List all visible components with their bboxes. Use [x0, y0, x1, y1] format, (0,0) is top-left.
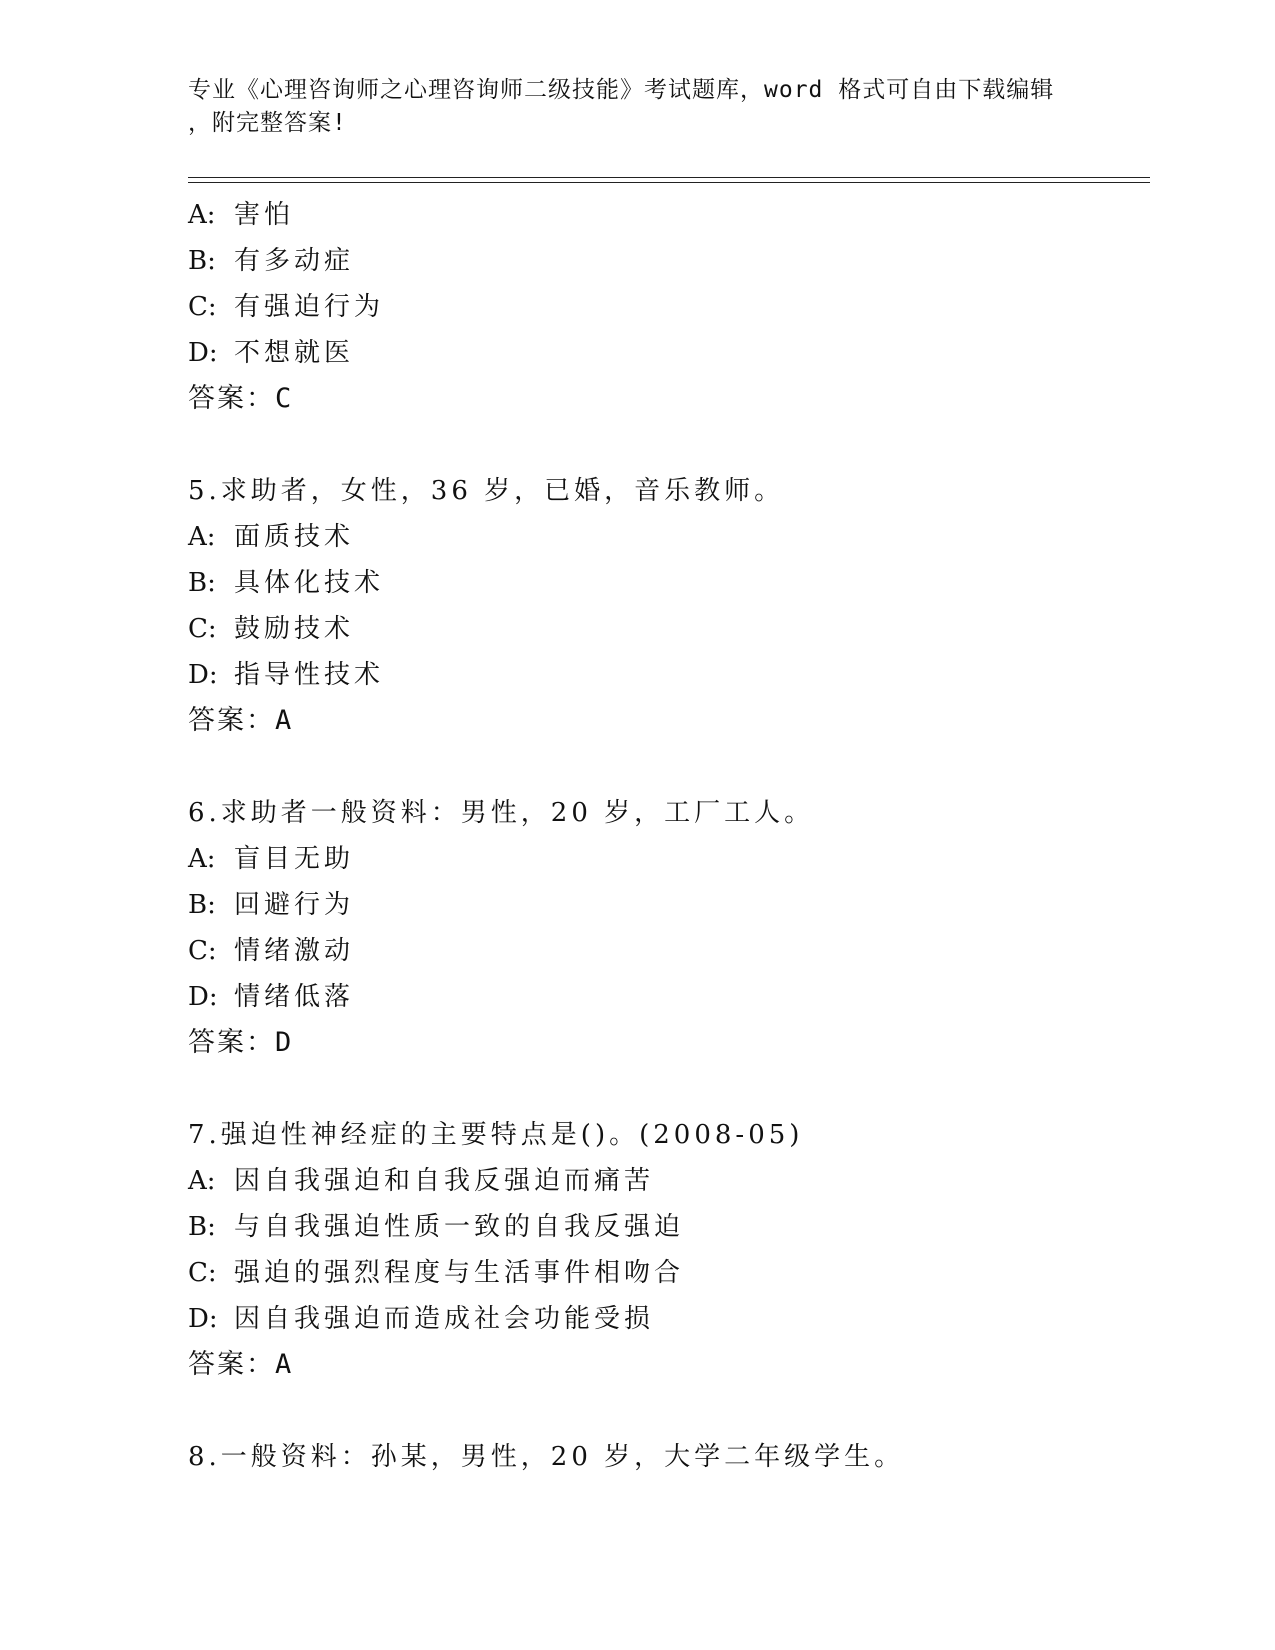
answer-line — [188, 376, 1148, 422]
document-header — [188, 74, 1088, 140]
option-a: A: 因自我强迫和自我反强迫而痛苦 — [188, 1166, 655, 1196]
option-text: 面质技术 — [234, 522, 355, 552]
option-text: 强迫的强烈程度与生活事件相吻合 — [234, 1258, 685, 1288]
header-line-1: 专业《心理咨询师之心理咨询师二级技能》考试题库，word 格式可自由下载编辑 — [188, 77, 1055, 103]
option-text: 不想就医 — [234, 338, 355, 368]
answer-line — [188, 1020, 1148, 1066]
option-b: B: 回避行为 — [188, 890, 355, 920]
option-d: D: 不想就医 — [188, 338, 355, 368]
header-divider-top — [188, 177, 1150, 178]
answer-value: C — [275, 383, 294, 414]
header-line-2: ，附完整答案! — [188, 110, 347, 136]
answer-line — [188, 698, 1148, 744]
question-stem: 5.求助者，女性，36 岁，已婚，音乐教师。 — [188, 476, 785, 506]
option-d: D: 因自我强迫而造成社会功能受损 — [188, 1304, 655, 1334]
question-list — [188, 192, 1148, 1480]
option-c: C: 情绪激动 — [188, 936, 355, 966]
option-text: 因自我强迫和自我反强迫而痛苦 — [234, 1166, 655, 1196]
option-text: 情绪低落 — [234, 982, 355, 1012]
option-a: A: 害怕 — [188, 200, 295, 230]
question-stem: 6.求助者一般资料：男性，20 岁，工厂工人。 — [188, 798, 815, 828]
question-stem: 7.强迫性神经症的主要特点是()。(2008-05) — [188, 1120, 804, 1150]
answer-value: A — [275, 705, 294, 736]
option-b: B: 具体化技术 — [188, 568, 385, 598]
header-divider-bottom — [188, 182, 1150, 183]
option-text: 因自我强迫而造成社会功能受损 — [234, 1304, 655, 1334]
option-b: B: 有多动症 — [188, 246, 355, 276]
option-c: C: 鼓励技术 — [188, 614, 355, 644]
answer-line — [188, 1342, 1148, 1388]
option-text: 鼓励技术 — [234, 614, 355, 644]
option-a: A: 面质技术 — [188, 522, 355, 552]
option-c: C: 有强迫行为 — [188, 292, 385, 322]
option-text: 有多动症 — [234, 246, 355, 276]
option-text: 与自我强迫性质一致的自我反强迫 — [234, 1212, 685, 1242]
option-text: 回避行为 — [234, 890, 355, 920]
option-d: D: 情绪低落 — [188, 982, 355, 1012]
option-a: A: 盲目无助 — [188, 844, 355, 874]
answer-value: A — [275, 1349, 294, 1380]
answer-label: 答案： — [188, 1027, 275, 1058]
option-text: 指导性技术 — [234, 660, 385, 690]
option-text: 害怕 — [234, 200, 295, 230]
option-c: C: 强迫的强烈程度与生活事件相吻合 — [188, 1258, 685, 1288]
answer-label: 答案： — [188, 1349, 275, 1380]
option-text: 盲目无助 — [234, 844, 355, 874]
option-d: D: 指导性技术 — [188, 660, 385, 690]
option-text: 情绪激动 — [234, 936, 355, 966]
option-text: 具体化技术 — [234, 568, 385, 598]
answer-value: D — [275, 1027, 294, 1058]
answer-label: 答案： — [188, 705, 275, 736]
option-b: B: 与自我强迫性质一致的自我反强迫 — [188, 1212, 685, 1242]
option-text: 有强迫行为 — [234, 292, 385, 322]
question-stem: 8.一般资料：孙某，男性，20 岁，大学二年级学生。 — [188, 1442, 905, 1472]
answer-label: 答案： — [188, 383, 275, 414]
